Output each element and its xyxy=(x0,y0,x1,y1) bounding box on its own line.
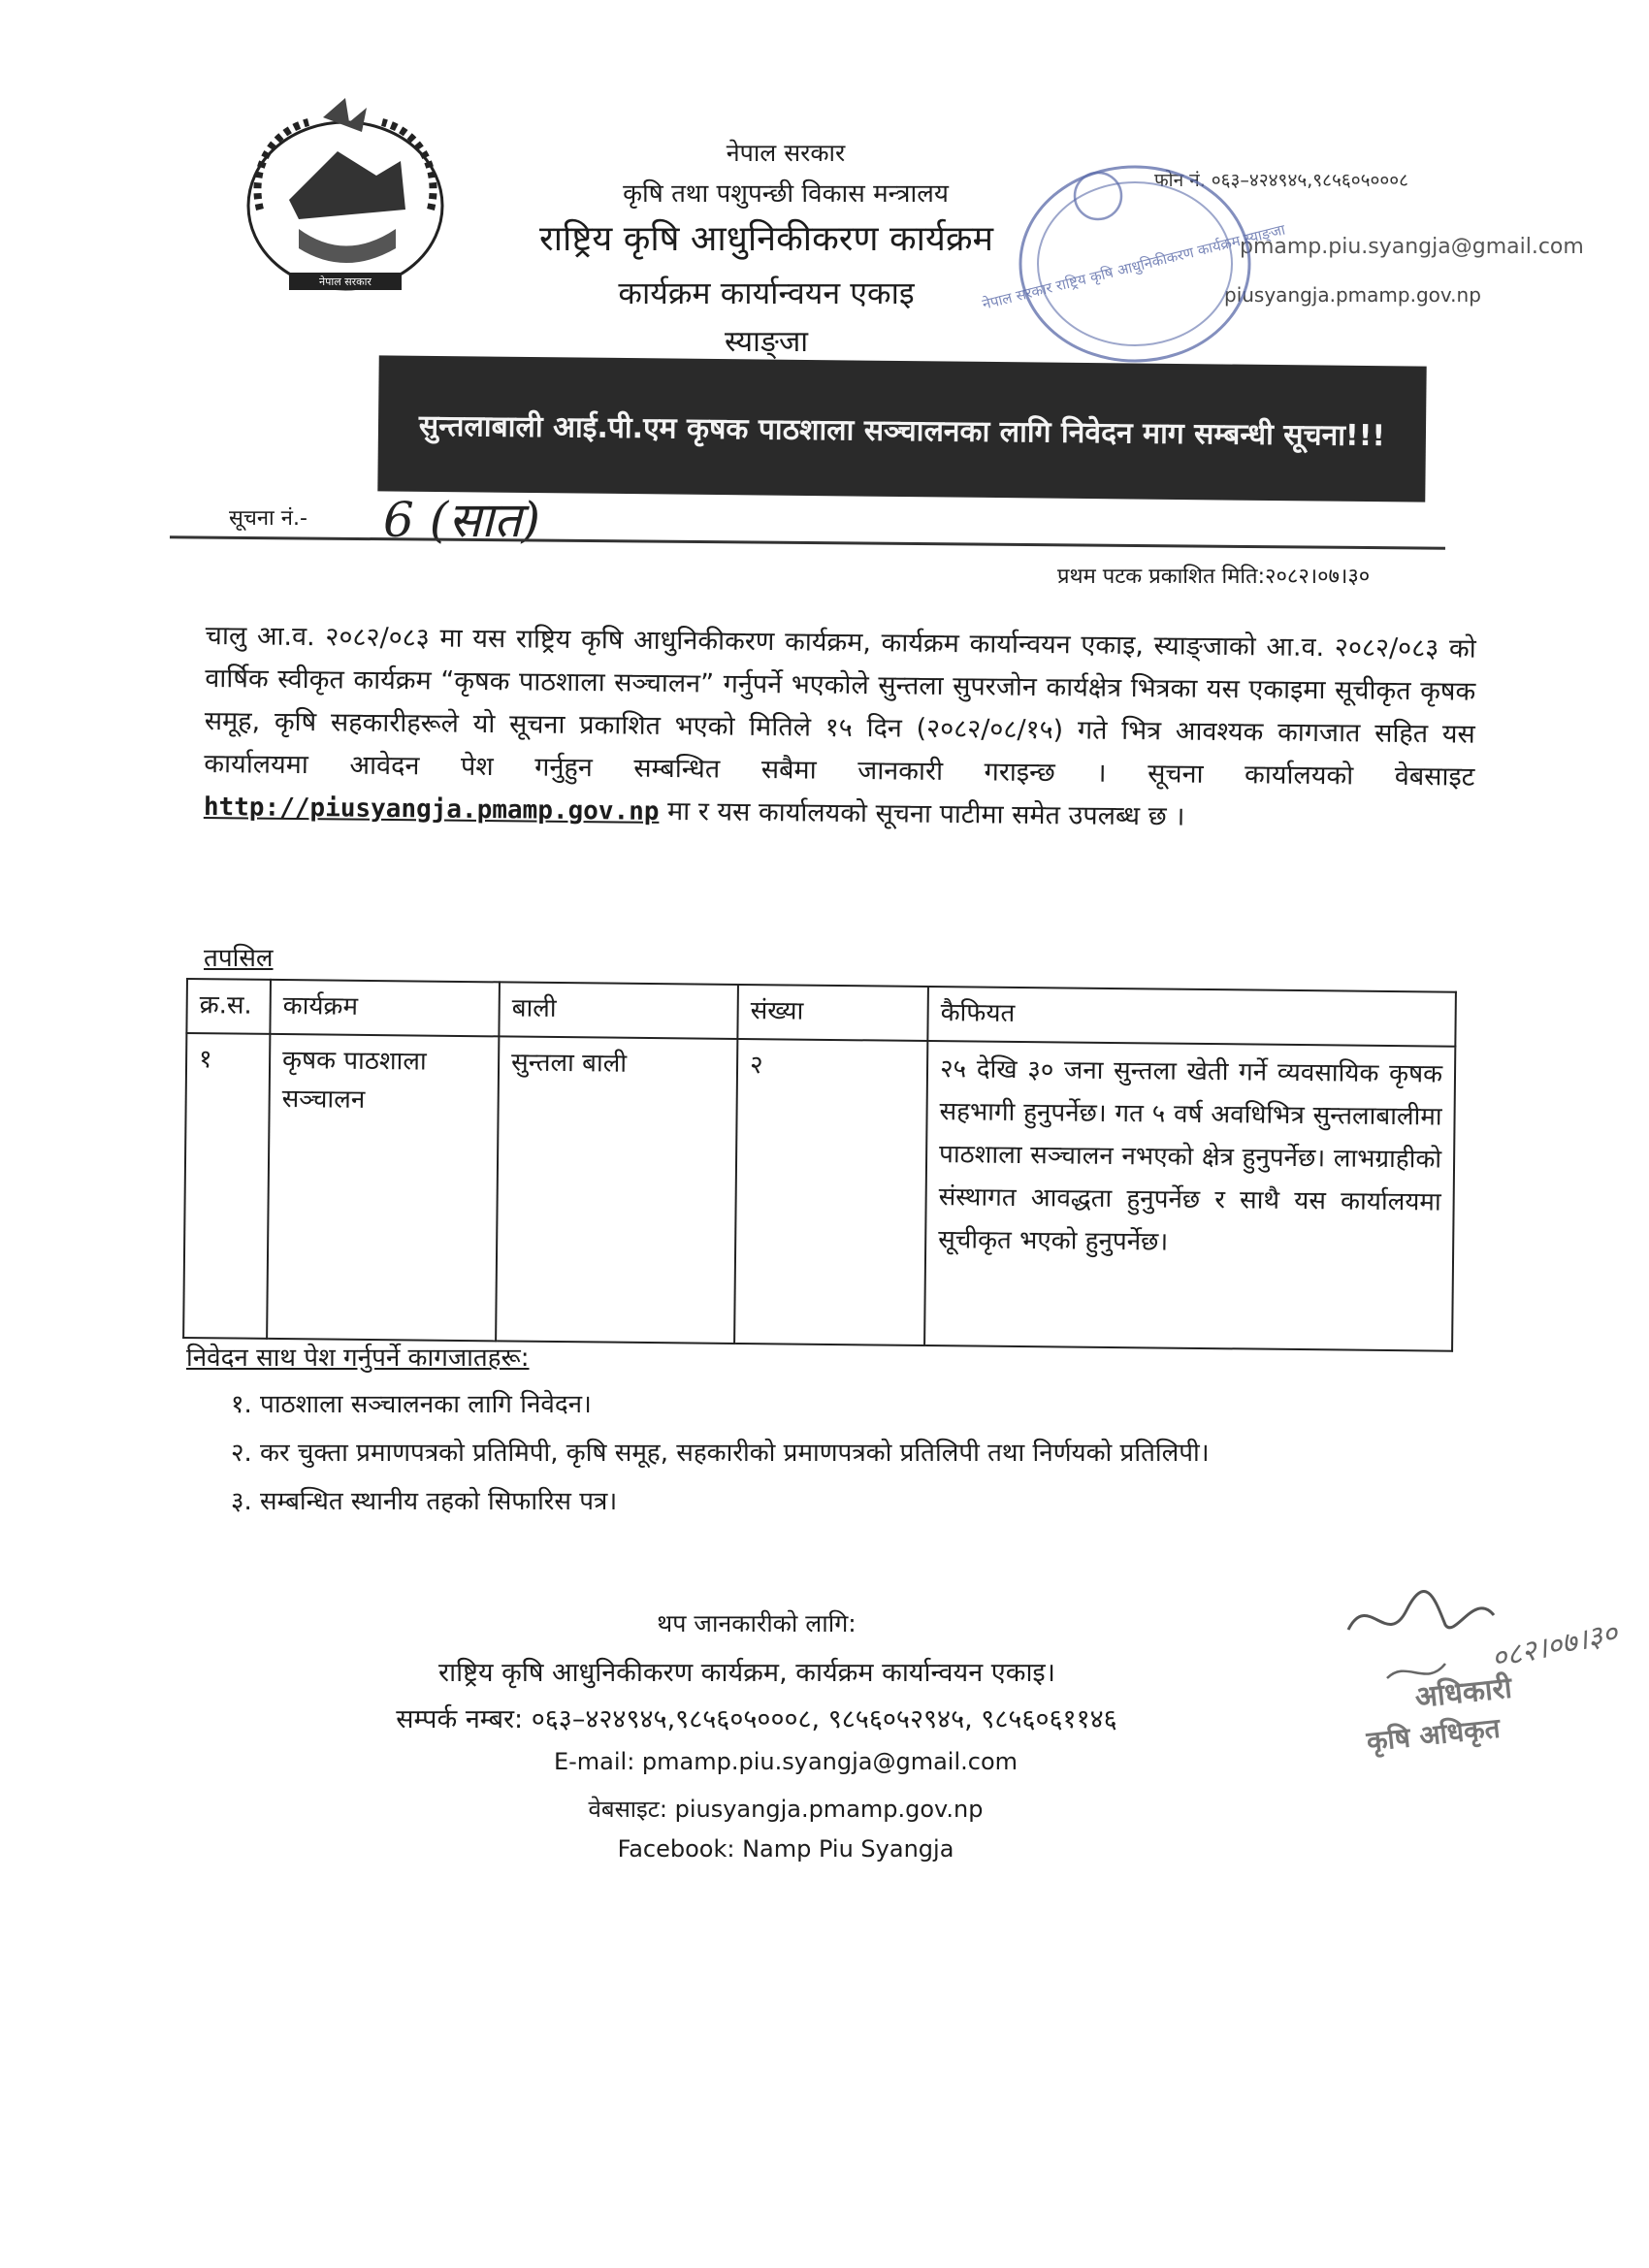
footer-email[interactable]: E-mail: pmamp.piu.syangja@gmail.com xyxy=(553,1748,1018,1775)
header-sn: क्र.स. xyxy=(186,979,271,1034)
government-name: नेपाल सरकार xyxy=(726,139,846,167)
published-date xyxy=(1057,561,1370,590)
ministry-name: कृषि तथा पशुपन्छी विकास मन्त्रालय xyxy=(623,179,949,209)
notice-title-banner xyxy=(377,355,1426,502)
signature-date: ०८२।०७।३० xyxy=(1488,1616,1621,1676)
header-phone: फोन नं. ०६३–४२४९४५,९८५६०५०००८ xyxy=(1154,170,1409,191)
cell-crop: सुन्तला बाली xyxy=(496,1036,737,1344)
notice-title: सुन्तलाबाली आई.पी.एम कृषक पाठशाला सञ्चालनका लागि निवेदन माग सम्बन्धी सूचना!!! xyxy=(418,408,1386,453)
body-text-part2: मा र यस कार्यालयको सूचना पाटीमा समेत उपलब्ध छ । xyxy=(666,795,1185,832)
details-table xyxy=(182,978,1467,1352)
footer-title: थप जानकारीको लागि: xyxy=(657,1609,857,1637)
required-documents-title: निवेदन साथ पेश गर्नुपर्ने कागजातहरू: xyxy=(186,1344,530,1373)
document-item: २. कर चुक्ता प्रमाणपत्रको प्रतिमिपी, कृषि समूह, सहकारीको प्रमाणपत्रको प्रतिलिपी तथा निर्णयको प्रतिलिपी। xyxy=(231,1439,1210,1468)
table-row xyxy=(183,1033,1455,1351)
website-link[interactable]: http://piusyangja.pmamp.gov.np xyxy=(203,792,660,826)
cell-remark: २५ देखि ३० जना सुन्तला खेती गर्ने व्यवसायिक कृषक सहभागी हुनुपर्नेछ। गत ५ वर्ष अवधिभित्र सुन्तलाबालीमा पाठशाला सञ्चालन नभएको क्षेत्र हुनुपर्नेछ। लाभग्राहीको संस्थागत आवद्धता हुनुपर्नेछ र साथै यस कार्यालयमा सूचीकृत भएको हुनुपर्नेछ। xyxy=(924,1041,1455,1351)
footer-facebook[interactable]: Facebook: Namp Piu Syangja xyxy=(617,1835,954,1863)
published-date-value: २०८२।०७।३० xyxy=(1265,565,1371,589)
header-programme: कार्यक्रम xyxy=(270,980,500,1036)
header-remark: कैफियत xyxy=(927,987,1456,1047)
footer-phone: सम्पर्क नम्बर: ०६३–४२४९४५,९८५६०५०००८, ९८५६०५२९४५, ९८५६०६११४६ xyxy=(396,1704,1117,1734)
footer-unit: राष्ट्रिय कृषि आधुनिकीकरण कार्यक्रम, कार्यक्रम कार्यान्वयन एकाइ। xyxy=(438,1658,1055,1688)
notice-body xyxy=(204,615,1476,842)
cell-count: २ xyxy=(734,1039,927,1345)
table-caption: तपसिल xyxy=(204,944,274,973)
notice-number-label: सूचना नं.- xyxy=(229,506,307,531)
header-divider xyxy=(170,535,1445,549)
header-website: piusyangja.pmamp.gov.np xyxy=(1224,283,1481,307)
signature-title-2: कृषि अधिकृत xyxy=(1365,1711,1503,1758)
programme-name: राष्ट्रिय कृषि आधुनिकीकरण कार्यक्रम xyxy=(538,219,994,259)
district-name: स्याङ्जा xyxy=(725,325,808,359)
body-text-part1: चालु आ.व. २०८२/०८३ मा यस राष्ट्रिय कृषि आधुनिकीकरण कार्यक्रम, कार्यक्रम कार्यान्वयन एकाइ, स्याङ्जाको आ.व. २०८२/०८३ को वार्षिक स्वीकृत कार्यक्रम “कृषक पाठशाला सञ्चालन” गर्नुपर्ने भएकोले सुन्तला सुपरजोन कार्यक्षेत्र भित्रका यस एकाइमा सूचीकृत कृषक समूह, कृषि सहकारीहरूले यो सूचना प्रकाशित भएको मितिले १५ दिन (२०८२/०८/१५) गते भित्र आवश्यक कागजात सहित यस कार्यालयमा आवेदन पेश गर्नुहुन सम्बन्धित सबैमा जानकारी गराइन्छ । सूचना कार्यालयको वेबसाइट xyxy=(204,620,1476,793)
signature-icon xyxy=(1329,1571,1620,1766)
published-label: प्रथम पटक प्रकाशित मिति: xyxy=(1057,565,1266,589)
emblem-banner-text: नेपाल सरकार xyxy=(319,275,372,288)
signature-title-1: अधिकारी xyxy=(1413,1670,1514,1715)
header-count: संख्या xyxy=(737,985,928,1041)
cell-programme: कृषक पाठशाला सञ्चालन xyxy=(267,1034,499,1341)
notice-number-value: 6 (सात) xyxy=(383,492,540,548)
cell-sn: १ xyxy=(183,1033,270,1339)
footer-website[interactable]: वेबसाइट: piusyangja.pmamp.gov.np xyxy=(588,1796,984,1823)
header-crop: बाली xyxy=(499,982,738,1039)
document-item: ३. सम्बन्धित स्थानीय तहको सिफारिस पत्र। xyxy=(231,1487,618,1516)
stamp-text: नेपाल सरकार राष्ट्रिय कृषि आधुनिकीकरण कार्यक्रम स्याङ्जा xyxy=(980,220,1287,313)
header-email: pmamp.piu.syangja@gmail.com xyxy=(1240,235,1584,259)
document-item: १. पाठशाला सञ्चालनका लागि निवेदन। xyxy=(231,1390,592,1419)
unit-name: कार्यक्रम कार्यान्वयन एकाइ xyxy=(618,275,915,311)
